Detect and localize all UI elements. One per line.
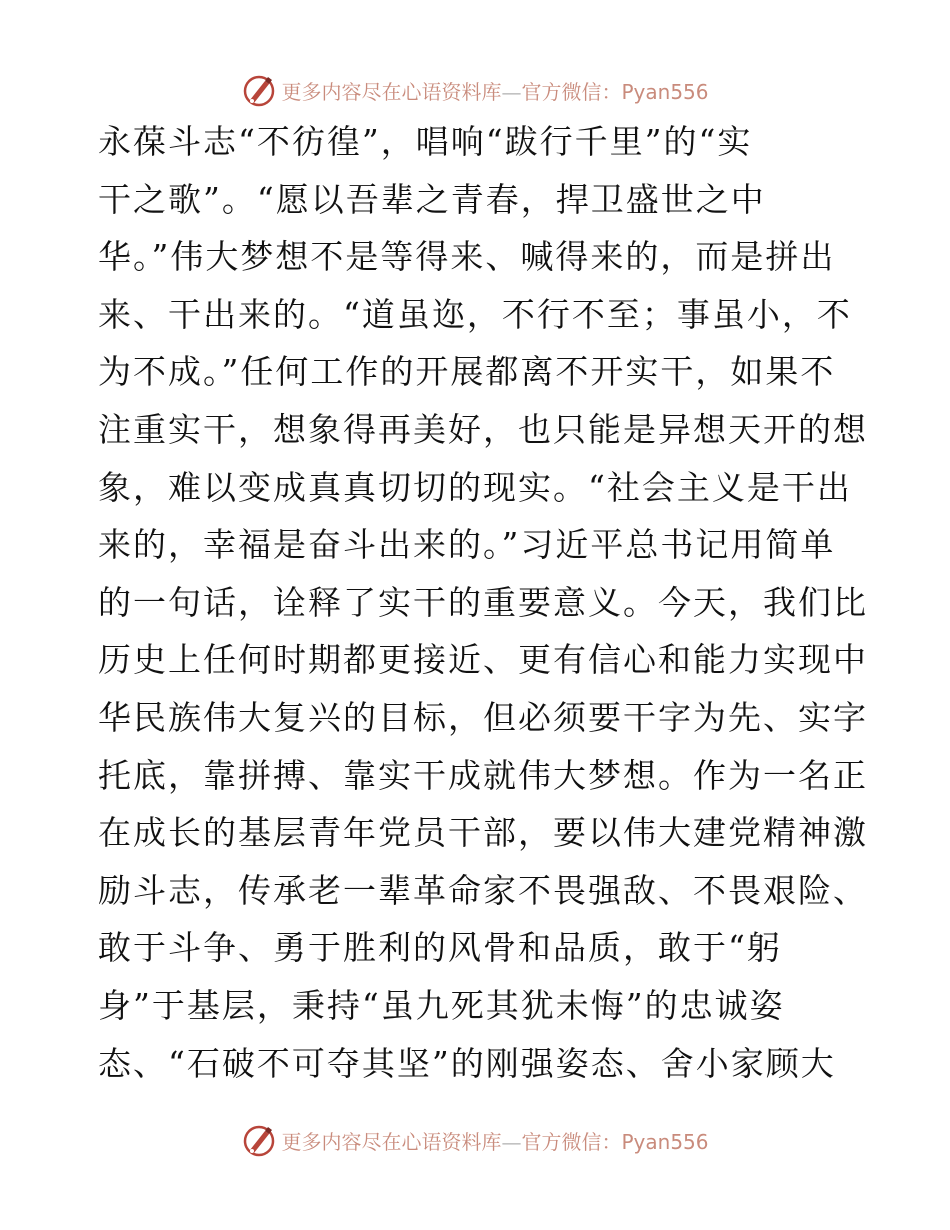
body-line: 来、干出来的。“道虽迩，不行不至；事虽小，不	[98, 294, 852, 334]
header-watermark-banner	[0, 70, 950, 110]
watermark-separator: —	[501, 1129, 522, 1154]
watermark-text	[281, 1126, 708, 1155]
watermark-account-text: Pyan556	[621, 79, 709, 104]
body-line: 的一句话，诠释了实干的重要意义。今天，我们比	[98, 582, 868, 622]
body-line: 注重实干，想象得再美好，也只能是异想天开的想	[98, 410, 868, 449]
body-line: 励斗志，传承老一辈革命家不畏强敌、不畏艰险、	[98, 870, 868, 910]
pen-circle-logo-icon	[241, 72, 277, 108]
footer-watermark-banner	[0, 1120, 950, 1160]
body-line: 干之歌”。“愿以吾辈之青春，捍卫盛世之中	[98, 179, 766, 219]
body-line: 身”于基层，秉持“虽九死其犹未悔”的忠诚姿	[98, 986, 785, 1025]
watermark-separator: —	[501, 79, 522, 104]
watermark-text	[281, 76, 708, 105]
body-line: 托底，靠拼搏、靠实干成就伟大梦想。作为一名正	[98, 755, 868, 795]
body-line: 华。”伟大梦想不是等得来、喊得来的，而是拼出	[98, 237, 836, 277]
body-line: 华民族伟大复兴的目标，但必须要干字为先、实字	[98, 698, 868, 737]
body-line: 永葆斗志“不彷徨”，唱响“跋行千里”的“实	[98, 122, 753, 161]
pen-circle-logo-icon	[241, 1122, 277, 1158]
body-line: 为不成。”任何工作的开展都离不开实干，如果不	[98, 352, 836, 392]
watermark-label-text: 官方微信：	[521, 1129, 622, 1154]
body-line: 象，难以变成真真切切的现实。“社会主义是干出	[98, 467, 852, 507]
watermark-account-text: Pyan556	[621, 1129, 709, 1154]
body-line: 态、“石破不可夺其坚”的刚强姿态、舍小家顾大	[98, 1043, 836, 1083]
body-line: 敢于斗争、勇于胜利的风骨和品质，敢于“躬	[98, 928, 782, 968]
watermark-main-text: 更多内容尽在心语资料库	[281, 1129, 502, 1154]
body-line: 来的，幸福是奋斗出来的。”习近平总书记用简单	[98, 525, 836, 565]
watermark-main-text: 更多内容尽在心语资料库	[281, 79, 502, 104]
body-line: 在成长的基层青年党员干部，要以伟大建党精神激	[98, 813, 868, 853]
watermark-label-text: 官方微信：	[521, 79, 622, 104]
body-line: 历史上任何时期都更接近、更有信心和能力实现中	[98, 640, 868, 680]
